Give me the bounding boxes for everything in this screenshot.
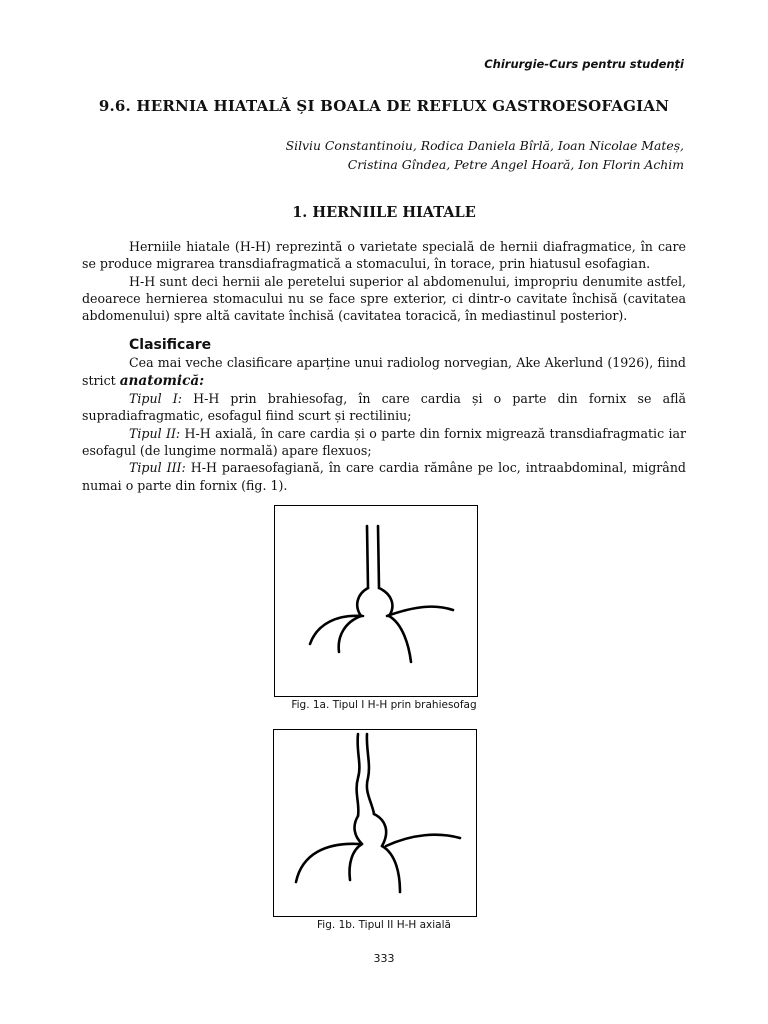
figure-1b-caption: Fig. 1b. Tipul II H-H axială [317,919,451,931]
paragraph-2: H-H sunt deci hernii ale peretelui superior al abdomenului, impropriu denumite astfel, deoarece hernierea stomacului nu se face spre exterior, ci dintr-o cavitate închisă (cavitatea abdomenului) spre altă cavitate închisă (cavitatea toracică, în mediastinul posterior). [82,273,686,324]
type-1-label: Tipul I: [129,391,182,407]
chapter-title: 9.6. HERNIA HIATALĂ ȘI BOALA DE REFLUX GASTROESOFAGIAN [98,97,670,115]
body-text [82,238,686,494]
type-2-text: H-H axială, în care cardia și o parte din fornix migrează transdiafragmatic iar esofagul (de lungime normală) apare flexuos; [82,425,687,458]
running-head: Chirurgie-Curs pentru studenți [484,57,684,71]
fig1a-diaphragm-right [387,607,453,616]
paragraph-1: Herniile hiatale (H-H) reprezintă o varietate specială de hernii diafragmatice, în care se produce migrarea transdiafragmatică a stomacului, în torace, prin hiatusul esofagian. [82,239,686,272]
classification-intro-emphasis: anatomică: [119,372,205,389]
fig1b-stomach-right [382,846,400,892]
fig1b-hernia-bulge [355,814,387,846]
type-1-text: H-H prin brahiesofag, în care cardia și o parte din fornix se află supradiafragmatic, esofagul fiind scurt și rectiliniu; [82,391,686,424]
figure-1b [273,729,477,917]
classification-intro-text: Cea mai veche clasificare aparține unui radiolog norvegian, Ake Akerlund (1926), fiind strict [82,355,686,388]
fig1a-esophagus-left [367,526,368,588]
figure-1a-drawing [275,506,477,696]
figure-1a [274,505,478,697]
fig1b-esophagus-right [367,734,374,814]
fig1a-stomach-left [339,616,361,652]
fig1a-hernia-bulge [357,588,392,616]
fig1a-esophagus-right [378,526,379,588]
type-3-label: Tipul III: [129,460,186,476]
authors-line-2: Cristina Gîndea, Petre Angel Hoară, Ion Florin Achim [347,157,684,172]
figure-1b-drawing [274,730,476,916]
type-2-paragraph [82,425,686,460]
type-3-text: H-H paraesofagiană, în care cardia rămâne pe loc, intraabdominal, migrând numai o parte din fornix (fig. 1). [82,460,686,493]
fig1b-stomach-left [350,844,363,880]
page-number: 333 [373,952,395,965]
fig1b-diaphragm-right [386,835,460,846]
authors-line-1: Silviu Constantinoiu, Rodica Daniela Bîrlă, Ioan Nicolae Mateș, [285,138,684,153]
type-1-paragraph [82,390,686,425]
figure-1a-caption: Fig. 1a. Tipul I H-H prin brahiesofag [291,699,477,711]
classification-intro [82,354,686,390]
classification-heading: Clasificare [129,337,212,354]
section-title: 1. HERNIILE HIATALE [292,204,476,221]
type-3-paragraph [82,459,686,494]
type-2-label: Tipul II: [129,425,181,441]
fig1b-esophagus-left [357,734,360,816]
authors [286,136,684,174]
fig1a-stomach-right [389,616,411,662]
